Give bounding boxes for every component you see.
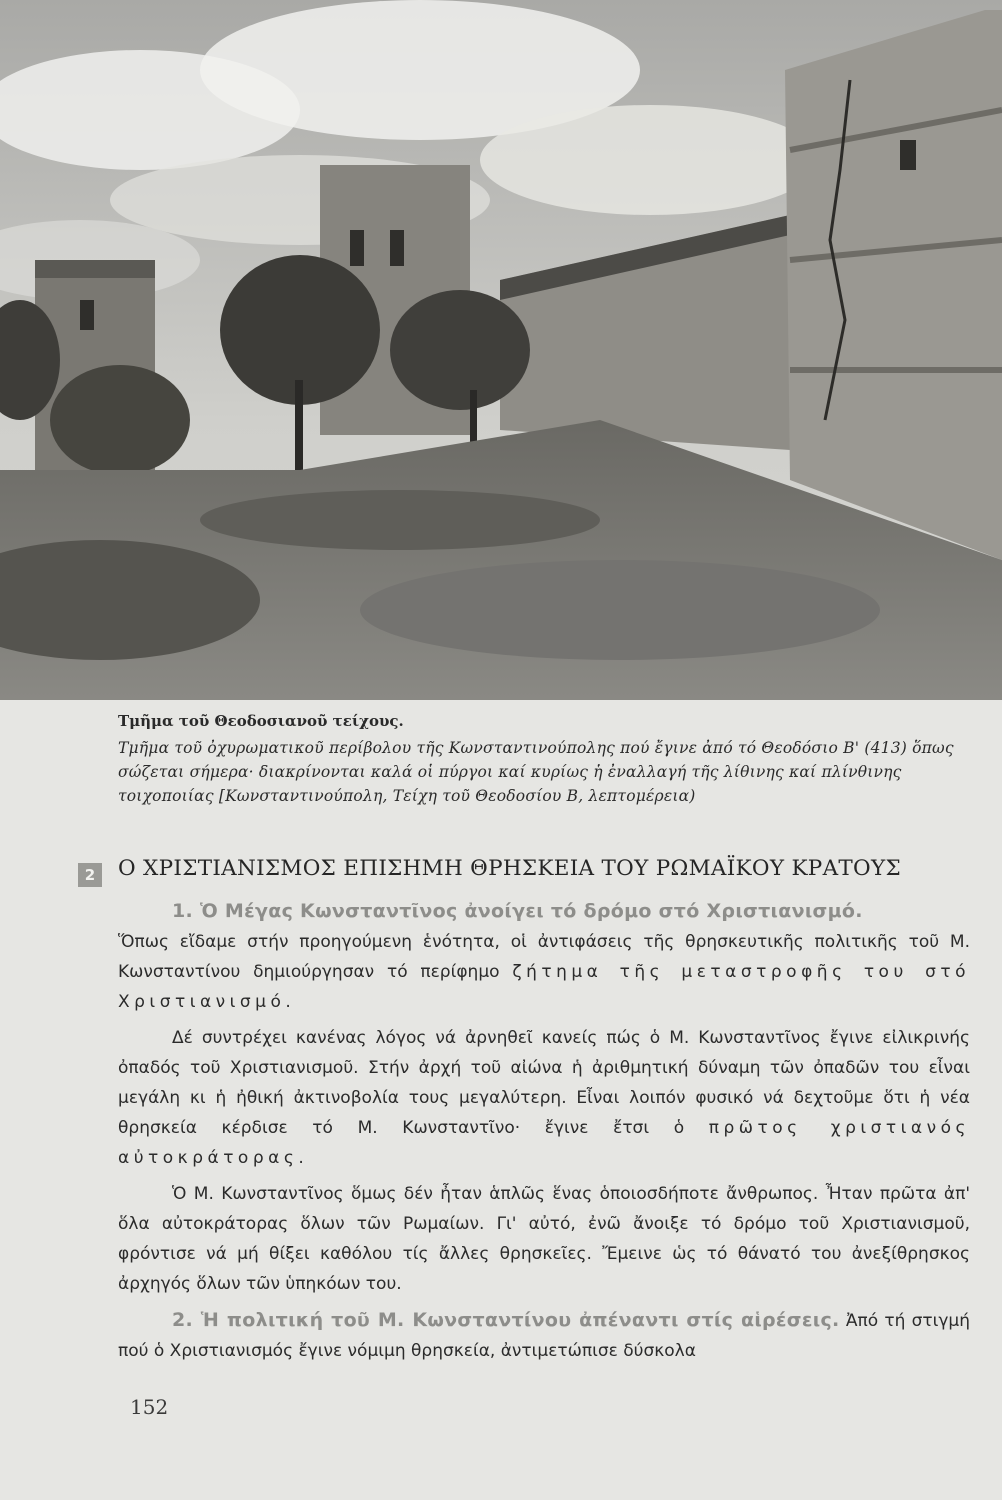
section-number-badge: 2 <box>78 863 102 887</box>
subheading-2: 2. Ἡ πολιτική τοῦ Μ. Κωνσταντίνου ἀπέναντι στίς αἱρέσεις. <box>172 1309 840 1331</box>
photo-illustration <box>0 0 1002 700</box>
paragraph-2 <box>118 1023 970 1173</box>
paragraph-3: Ὁ Μ. Κωνσταντῖνος ὅμως δέν ἦταν ἁπλῶς ἕνας ὁποιοσδήποτε ἄνθρωπος. Ἦταν πρῶτα ἀπ' ὅλα αὐτοκράτορας ὅλων τῶν Ρωμαίων. Γι' αὐτό, ἐνῶ ἄνοιξε τό δρόμο τοῦ Χριστιανισμοῦ, φρόντισε νά μή θίξει καθόλου τίς ἄλλες θρησκεῖες. Ἔμεινε ὡς τό θάνατό του ἀνεξίθρησκος ἀρχηγός ὅλων τῶν ὑπηκόων του. <box>118 1184 970 1294</box>
section-heading: Ο ΧΡΙΣΤΙΑΝΙΣΜΟΣ ΕΠΙΣΗΜΗ ΘΡΗΣΚΕΙΑ ΤΟΥ ΡΩΜΑΪΚΟΥ ΚΡΑΤΟΥΣ <box>118 856 901 881</box>
caption-body: Τμῆμα τοῦ ὀχυρωματικοῦ περίβολου τῆς Κωνσταντινούπολης πού ἔγινε ἀπό τό Θεοδόσιο Β' (413) ὅπως σώζεται σήμερα· διακρίνονται καλά οἱ πύργοι καί κυρίως ἡ ἐναλλαγή τῆς λίθινης καί πλίνθινης τοιχοποιίας [Κωνσταντινούπολη, Τείχη τοῦ Θεοδοσίου Β, λεπτομέρεια) <box>118 739 954 805</box>
photo-theodosian-walls <box>0 0 1002 700</box>
paragraph-2-spaced: πρῶτος χριστιανός αὐτοκράτορας <box>118 1118 971 1168</box>
paragraph-1-spaced: ζήτημα τῆς μεταστροφῆς του στό Χριστιανισμό <box>118 962 970 1012</box>
page-number: 152 <box>130 1395 169 1419</box>
subheading-1: 1. Ὁ Μέγας Κωνσταντῖνος ἀνοίγει τό δρόμο στό Χριστιανισμό. <box>172 900 863 922</box>
paragraph-2-end: . <box>298 1148 304 1168</box>
paragraph-1-end: . <box>285 992 291 1012</box>
caption-title: Τμῆμα τοῦ Θεοδοσιανοῦ τείχους. <box>118 712 404 730</box>
paragraph-4-text: Ἀπό τή στιγμή πού ὁ Χριστιανισμός ἔγινε νόμιμη θρησκεία, ἀντιμετώπισε δύσκολα <box>118 1311 971 1361</box>
figure-caption <box>118 712 978 808</box>
paragraph-4 <box>118 1305 970 1366</box>
main-text <box>118 896 970 1366</box>
paragraph-2-text: Δέ συντρέχει κανένας λόγος νά ἀρνηθεῖ κανείς πώς ὁ Μ. Κωνσταντῖνος ἔγινε εἰλικρινής ὀπαδός τοῦ Χριστιανισμοῦ. Στήν ἀρχή τοῦ αἰώνα ἡ ἀριθμητική δύναμη τῶν ὀπαδῶν του εἶναι μεγάλη κι ἡ ἠθική ἀκτινοβολία τους μεγαλύτερη. Εἶναι λοιπόν φυσικό νά δεχτοῦμε ὅτι ἡ νέα θρησκεία κέρδισε τό Μ. Κωνσταντῖνο· ἔγινε ἔτσι ὁ <box>118 1028 970 1138</box>
paragraph-1-text: Ὅπως εἴδαμε στήν προηγούμενη ἑνότητα, οἱ ἀντιφάσεις τῆς θρησκευτικῆς πολιτικῆς τοῦ Μ. Κωνσταντίνου δημιούργησαν τό περίφημο <box>118 932 970 982</box>
paragraph-1 <box>118 927 970 1017</box>
